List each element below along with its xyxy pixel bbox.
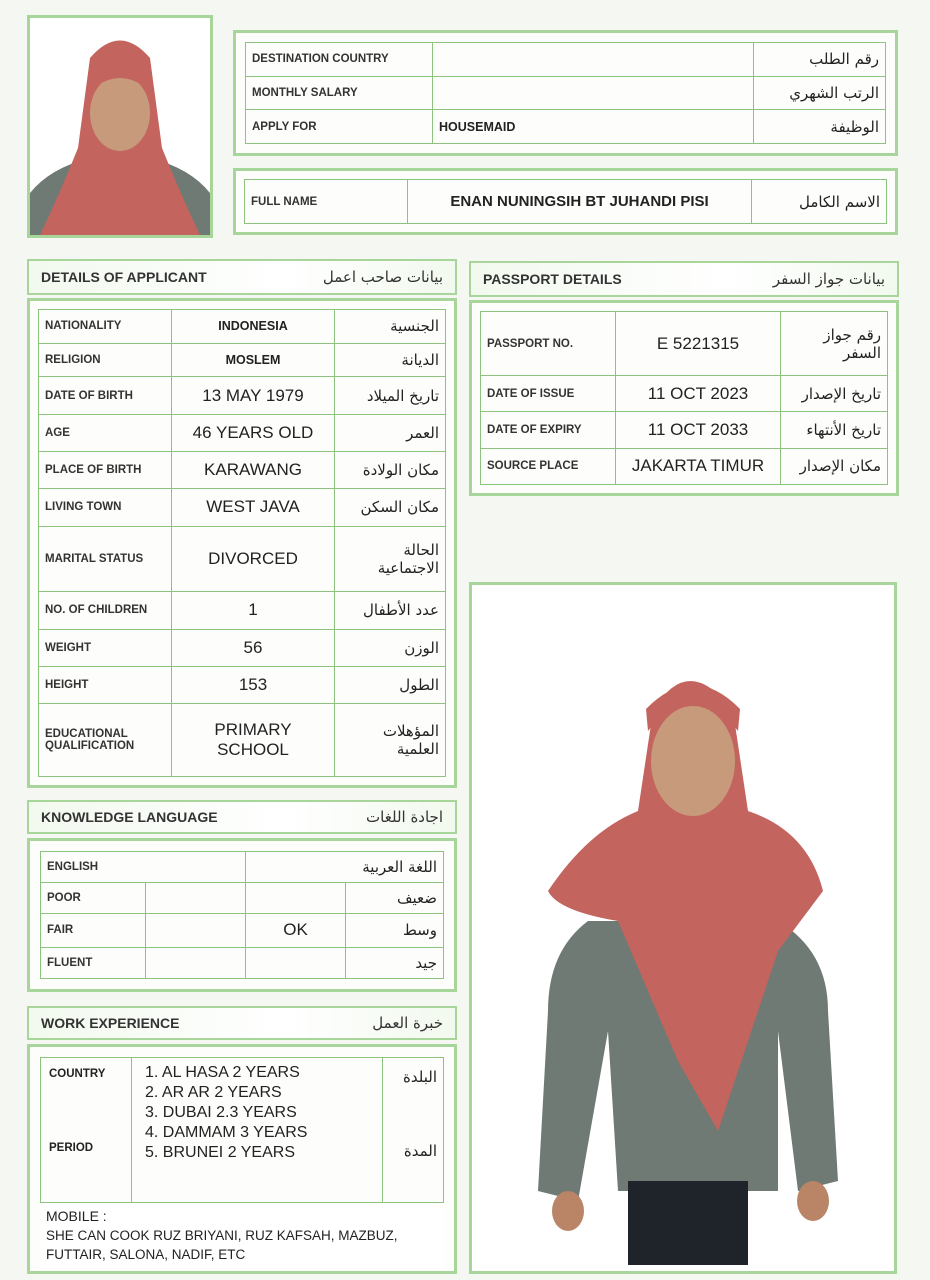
- applicant-detail-row: [39, 310, 446, 344]
- applicant-detail-row: [39, 526, 446, 592]
- notes-panel: [40, 1203, 444, 1268]
- language-section-title-arabic: اجادة اللغات: [366, 808, 443, 826]
- living-town-label: LIVING TOWN: [39, 489, 172, 526]
- date-of-expiry-arabic: تاريخ الأنتهاء: [781, 412, 888, 448]
- level-arabic-label: جيد: [346, 948, 444, 979]
- applicant-details-box: [27, 298, 457, 788]
- monthly-salary-arabic: الرتب الشهري: [754, 76, 886, 110]
- applicant-detail-row: [39, 704, 446, 777]
- no-of-children-label: NO. OF CHILDREN: [39, 592, 172, 629]
- date-of-issue-label: DATE OF ISSUE: [481, 376, 616, 412]
- english-level-value: [146, 913, 246, 947]
- weight-label: WEIGHT: [39, 629, 172, 666]
- place-of-birth-arabic: مكان الولادة: [335, 452, 446, 489]
- full-name-arabic: الاسم الكامل: [752, 180, 887, 224]
- living-town-value: WEST JAVA: [172, 489, 335, 526]
- skills-text: SHE CAN COOK RUZ BRIYANI, RUZ KAFSAH, MAZBUZ, FUTTAIR, SALONA, NADIF, ETC: [46, 1228, 398, 1262]
- mobile-label: MOBILE :: [46, 1208, 107, 1224]
- application-header-box: [233, 30, 898, 156]
- passport-details-box: [469, 300, 899, 496]
- weight-arabic: الوزن: [335, 629, 446, 666]
- passport-no-label: PASSPORT NO.: [481, 312, 616, 376]
- apply-for-label: APPLY FOR: [246, 110, 433, 144]
- period-arabic: المدة: [403, 1142, 437, 1160]
- arabic-heading: اللغة العربية: [246, 852, 444, 883]
- work-experience-box: [27, 1044, 457, 1274]
- language-level-row: [41, 913, 444, 947]
- religion-label: RELIGION: [39, 343, 172, 377]
- height-arabic: الطول: [335, 666, 446, 703]
- work-section-header: [27, 1006, 457, 1040]
- passport-section-header: [469, 261, 899, 297]
- educational-qualification-arabic: المؤهلات العلمية: [335, 704, 446, 777]
- level-label: FAIR: [41, 913, 146, 947]
- language-level-row: [41, 882, 444, 913]
- applicant-detail-row: [39, 629, 446, 666]
- passport-detail-row: [481, 376, 888, 412]
- level-arabic-label: ضعيف: [346, 882, 444, 913]
- nationality-arabic: الجنسية: [335, 310, 446, 344]
- passport-section-title: PASSPORT DETAILS: [483, 271, 622, 287]
- place-of-birth-label: PLACE OF BIRTH: [39, 452, 172, 489]
- english-heading: ENGLISH: [41, 852, 246, 883]
- language-level-row: [41, 948, 444, 979]
- portrait-photo: [27, 15, 213, 238]
- level-label: FLUENT: [41, 948, 146, 979]
- marital-status-arabic: الحالة الاجتماعية: [335, 526, 446, 592]
- monthly-salary-label: MONTHLY SALARY: [246, 76, 433, 110]
- educational-qualification-value: PRIMARY SCHOOL: [172, 704, 335, 777]
- application-header-table: [245, 42, 886, 144]
- date-of-birth-value: 13 MAY 1979: [172, 377, 335, 414]
- educational-qualification-label: EDUCATIONAL QUALIFICATION: [39, 704, 172, 777]
- full-body-photo: [469, 582, 897, 1274]
- marital-status-label: MARITAL STATUS: [39, 526, 172, 592]
- destination-country-label: DESTINATION COUNTRY: [246, 43, 433, 77]
- work-experience-item: 4. DAMMAM 3 YEARS: [145, 1124, 308, 1141]
- no-of-children-arabic: عدد الأطفال: [335, 592, 446, 629]
- applicant-detail-row: [39, 377, 446, 414]
- full-name-value: ENAN NUNINGSIH BT JUHANDI PISI: [408, 180, 752, 224]
- arabic-level-value: [246, 882, 346, 913]
- nationality-label: NATIONALITY: [39, 310, 172, 344]
- place-of-birth-value: KARAWANG: [172, 452, 335, 489]
- applicant-section-title: DETAILS OF APPLICANT: [41, 269, 207, 285]
- source-place-arabic: مكان الإصدار: [781, 448, 888, 484]
- date-of-expiry-label: DATE OF EXPIRY: [481, 412, 616, 448]
- passport-details-table: [480, 311, 888, 485]
- english-level-value: [146, 948, 246, 979]
- applicant-detail-row: [39, 489, 446, 526]
- passport-detail-row: [481, 448, 888, 484]
- source-place-value: JAKARTA TIMUR: [616, 448, 781, 484]
- country-arabic: البلدة: [403, 1068, 437, 1086]
- work-section-title: WORK EXPERIENCE: [41, 1015, 180, 1031]
- religion-value: MOSLEM: [172, 343, 335, 377]
- applicant-detail-row: [39, 452, 446, 489]
- work-experience-item: 1. AL HASA 2 YEARS: [145, 1064, 300, 1081]
- passport-detail-row: [481, 412, 888, 448]
- destination-country-arabic: رقم الطلب: [754, 43, 886, 77]
- applicant-details-table: [38, 309, 446, 777]
- age-arabic: العمر: [335, 414, 446, 451]
- source-place-label: SOURCE PLACE: [481, 448, 616, 484]
- weight-value: 56: [172, 629, 335, 666]
- work-experience-item: 5. BRUNEI 2 YEARS: [145, 1144, 295, 1161]
- passport-detail-row: [481, 312, 888, 376]
- applicant-detail-row: [39, 592, 446, 629]
- arabic-level-value: [246, 948, 346, 979]
- marital-status-value: DIVORCED: [172, 526, 335, 592]
- period-label: PERIOD: [49, 1142, 94, 1154]
- date-of-birth-label: DATE OF BIRTH: [39, 377, 172, 414]
- nationality-value: INDONESIA: [172, 310, 335, 344]
- language-section-header: [27, 800, 457, 834]
- arabic-level-value: OK: [246, 913, 346, 947]
- living-town-arabic: مكان السكن: [335, 489, 446, 526]
- work-experience-item: 3. DUBAI 2.3 YEARS: [145, 1104, 297, 1121]
- full-name-box: [233, 168, 898, 235]
- no-of-children-value: 1: [172, 592, 335, 629]
- height-label: HEIGHT: [39, 666, 172, 703]
- date-of-issue-arabic: تاريخ الإصدار: [781, 376, 888, 412]
- full-name-label: FULL NAME: [245, 180, 408, 224]
- work-experience-list: [145, 1063, 307, 1163]
- full-name-table: [244, 179, 887, 224]
- age-value: 46 YEARS OLD: [172, 414, 335, 451]
- applicant-section-title-arabic: بيانات صاحب اعمل: [322, 268, 443, 286]
- date-of-birth-arabic: تاريخ الميلاد: [335, 377, 446, 414]
- apply-for-value: HOUSEMAID: [433, 110, 754, 144]
- language-section-title: KNOWLEDGE LANGUAGE: [41, 809, 218, 825]
- applicant-detail-row: [39, 414, 446, 451]
- english-level-value: [146, 882, 246, 913]
- passport-no-arabic: رقم جواز السفر: [781, 312, 888, 376]
- religion-arabic: الديانة: [335, 343, 446, 377]
- applicant-detail-row: [39, 666, 446, 703]
- passport-section-title-arabic: بيانات جواز السفر: [772, 270, 885, 288]
- apply-for-arabic: الوظيفة: [754, 110, 886, 144]
- level-label: POOR: [41, 882, 146, 913]
- date-of-issue-value: 11 OCT 2023: [616, 376, 781, 412]
- work-experience-item: 2. AR AR 2 YEARS: [145, 1084, 282, 1101]
- language-box: [27, 838, 457, 992]
- date-of-expiry-value: 11 OCT 2033: [616, 412, 781, 448]
- height-value: 153: [172, 666, 335, 703]
- work-section-title-arabic: خبرة العمل: [372, 1014, 443, 1032]
- monthly-salary-value: [433, 76, 754, 110]
- country-label: COUNTRY: [49, 1068, 106, 1080]
- applicant-detail-row: [39, 343, 446, 377]
- age-label: AGE: [39, 414, 172, 451]
- language-table: [40, 851, 444, 979]
- passport-no-value: E 5221315: [616, 312, 781, 376]
- level-arabic-label: وسط: [346, 913, 444, 947]
- destination-country-value: [433, 43, 754, 77]
- applicant-section-header: [27, 259, 457, 295]
